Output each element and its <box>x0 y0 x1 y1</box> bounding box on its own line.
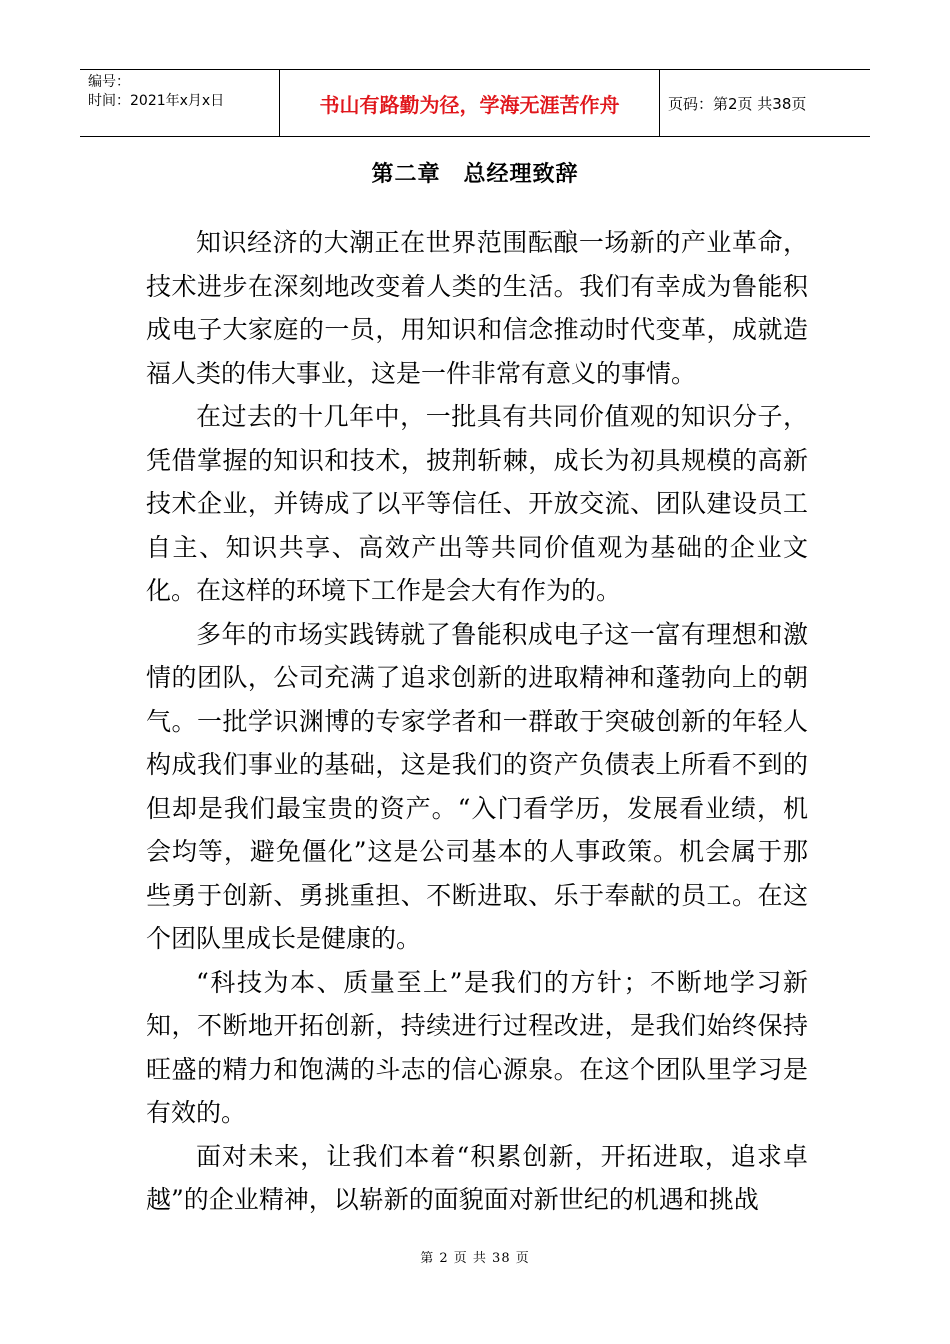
page-footer: 第 2 页 共 38 页 <box>420 1251 530 1266</box>
paragraph: 多年的市场实践铸就了鲁能积成电子这一富有理想和激情的团队，公司充满了追求创新的进取精神和蓬勃向上的朝气。一批学识渊博的专家学者和一群敢于突破创新的年轻人构成我们事业的基础，这是我们的资产负债表上所看不到的但却是我们最宝贵的资产。“入门看学历，发展看业绩，机会均等，避免僵化”这是公司基本的人事政策。机会属于那些勇于创新、勇挑重担、不断进取、乐于奉献的员工。在这个团队里成长是健康的。 <box>146 619 808 953</box>
paragraph: “科技为本、质量至上”是我们的方针；不断地学习新知，不断地开拓创新，持续进行过程改进，是我们始终保持旺盛的精力和饱满的斗志的信心源泉。在这个团队里学习是有效的。 <box>146 967 808 1127</box>
paragraph: 知识经济的大潮正在世界范围酝酿一场新的产业革命，技术进步在深刻地改变着人类的生活。我们有幸成为鲁能积成电子大家庭的一员，用知识和信念推动时代变革，成就造福人类的伟大事业，这是一件非常有意义的事情。 <box>146 228 808 388</box>
date-line: 时间：2021年x月x日 <box>88 93 225 109</box>
serial-label: 编号： <box>88 74 130 90</box>
paragraph: 面对未来，让我们本着“积累创新，开拓进取，追求卓越”的企业精神，以崭新的面貌面对新世纪的机遇和挑战 <box>146 1141 808 1214</box>
header-motto: 书山有路勤为径，学海无涯苦作舟 <box>280 70 660 136</box>
page-header <box>80 69 870 137</box>
header-page-info: 页码：第2页 共38页 <box>668 94 807 113</box>
paragraph: 在过去的十几年中，一批具有共同价值观的知识分子，凭借掌握的知识和技术，披荆斩棘，成长为初具规模的高新技术企业，并铸成了以平等信任、开放交流、团队建设员工自主、知识共享、高效产出等共同价值观为基础的企业文化。在这样的环境下工作是会大有作为的。 <box>146 402 808 605</box>
chapter-title: 第二章 总经理致辞 <box>371 161 579 187</box>
document-body <box>146 221 808 1222</box>
header-meta <box>80 70 280 136</box>
